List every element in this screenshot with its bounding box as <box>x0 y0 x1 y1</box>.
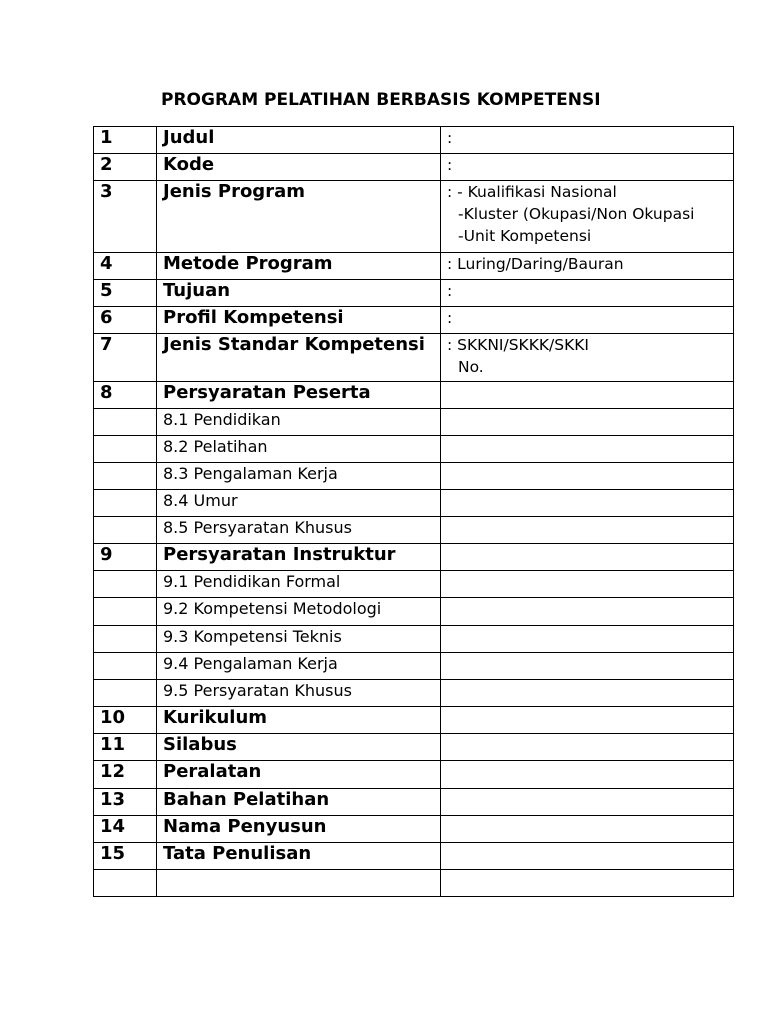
table-row <box>94 544 734 571</box>
sub-item-label: 9.1 Pendidikan Formal <box>157 571 441 598</box>
row-number <box>94 463 157 490</box>
program-table-body <box>94 127 734 897</box>
document-title: PROGRAM PELATIHAN BERBASIS KOMPETENSI <box>161 90 601 110</box>
item-value <box>441 707 734 734</box>
row-number: 7 <box>94 334 157 382</box>
table-row <box>94 280 734 307</box>
table-subrow <box>94 517 734 544</box>
item-value <box>441 253 734 280</box>
table-row <box>94 127 734 154</box>
item-value <box>441 571 734 598</box>
sub-item-label: 8.1 Pendidikan <box>157 409 441 436</box>
sub-item-label: 8.3 Pengalaman Kerja <box>157 463 441 490</box>
item-value <box>441 181 734 253</box>
item-value <box>441 334 734 382</box>
row-number: 2 <box>94 154 157 181</box>
row-number: 10 <box>94 707 157 734</box>
row-number <box>94 571 157 598</box>
item-label: Kode <box>157 154 441 181</box>
item-label: Kurikulum <box>157 707 441 734</box>
item-label: Tujuan <box>157 280 441 307</box>
sub-item-label: 9.2 Kompetensi Metodologi <box>157 598 441 626</box>
item-label: Bahan Pelatihan <box>157 789 441 816</box>
table-subrow <box>94 626 734 653</box>
table-subrow <box>94 598 734 626</box>
table-row <box>94 181 734 253</box>
item-value <box>441 280 734 307</box>
item-label: Metode Program <box>157 253 441 280</box>
item-label: Profil Kompetensi <box>157 307 441 334</box>
item-label: Jenis Program <box>157 181 441 253</box>
item-value <box>441 544 734 571</box>
item-label <box>157 870 441 897</box>
table-subrow <box>94 409 734 436</box>
row-number: 1 <box>94 127 157 154</box>
value-line: -Unit Kompetensi <box>458 227 592 245</box>
sub-item-label: 9.4 Pengalaman Kerja <box>157 653 441 680</box>
table-row <box>94 154 734 181</box>
value-line: : <box>447 129 453 147</box>
table-row <box>94 382 734 409</box>
item-label: Jenis Standar Kompetensi <box>157 334 441 382</box>
row-number <box>94 680 157 707</box>
table-row <box>94 843 734 870</box>
item-value <box>441 626 734 653</box>
item-value <box>441 490 734 517</box>
table-row <box>94 734 734 761</box>
item-value <box>441 463 734 490</box>
program-table <box>93 126 734 897</box>
row-number: 3 <box>94 181 157 253</box>
item-value <box>441 598 734 626</box>
item-label: Nama Penyusun <box>157 816 441 843</box>
row-number: 15 <box>94 843 157 870</box>
item-value <box>441 653 734 680</box>
row-number <box>94 517 157 544</box>
row-number <box>94 490 157 517</box>
sub-item-label: 8.2 Pelatihan <box>157 436 441 463</box>
table-subrow <box>94 436 734 463</box>
table-row <box>94 307 734 334</box>
item-value <box>441 789 734 816</box>
row-number <box>94 626 157 653</box>
item-label: Judul <box>157 127 441 154</box>
item-value <box>441 382 734 409</box>
item-value <box>441 761 734 789</box>
item-value <box>441 436 734 463</box>
item-label: Persyaratan Instruktur <box>157 544 441 571</box>
row-number: 11 <box>94 734 157 761</box>
table-subrow <box>94 571 734 598</box>
value-line: : <box>447 309 453 327</box>
value-line: : Luring/Daring/Bauran <box>447 255 624 273</box>
row-number <box>94 436 157 463</box>
row-number: 9 <box>94 544 157 571</box>
value-line: : SKKNI/SKKK/SKKI <box>447 336 589 354</box>
item-value <box>441 816 734 843</box>
sub-item-label: 9.3 Kompetensi Teknis <box>157 626 441 653</box>
value-line: No. <box>458 358 484 376</box>
item-label: Peralatan <box>157 761 441 789</box>
row-number: 13 <box>94 789 157 816</box>
row-number: 8 <box>94 382 157 409</box>
table-subrow <box>94 490 734 517</box>
item-label: Tata Penulisan <box>157 843 441 870</box>
table-subrow <box>94 463 734 490</box>
row-number <box>94 409 157 436</box>
table-subrow <box>94 680 734 707</box>
table-row <box>94 253 734 280</box>
table-row <box>94 789 734 816</box>
item-label: Silabus <box>157 734 441 761</box>
table-row <box>94 816 734 843</box>
value-line: : - Kualifikasi Nasional <box>447 183 617 201</box>
item-value <box>441 734 734 761</box>
item-value <box>441 307 734 334</box>
row-number <box>94 598 157 626</box>
item-label: Persyaratan Peserta <box>157 382 441 409</box>
table-row <box>94 707 734 734</box>
item-value <box>441 680 734 707</box>
row-number: 4 <box>94 253 157 280</box>
row-number: 14 <box>94 816 157 843</box>
table-row <box>94 870 734 897</box>
row-number: 5 <box>94 280 157 307</box>
sub-item-label: 8.5 Persyaratan Khusus <box>157 517 441 544</box>
value-line: : <box>447 282 453 300</box>
table-row <box>94 334 734 382</box>
row-number: 12 <box>94 761 157 789</box>
table-row <box>94 761 734 789</box>
sub-item-label: 8.4 Umur <box>157 490 441 517</box>
item-value <box>441 154 734 181</box>
item-value <box>441 843 734 870</box>
value-line: -Kluster (Okupasi/Non Okupasi <box>458 205 695 223</box>
item-value <box>441 127 734 154</box>
item-value <box>441 870 734 897</box>
table-subrow <box>94 653 734 680</box>
row-number: 6 <box>94 307 157 334</box>
row-number <box>94 870 157 897</box>
sub-item-label: 9.5 Persyaratan Khusus <box>157 680 441 707</box>
row-number <box>94 653 157 680</box>
item-value <box>441 517 734 544</box>
value-line: : <box>447 156 453 174</box>
item-value <box>441 409 734 436</box>
